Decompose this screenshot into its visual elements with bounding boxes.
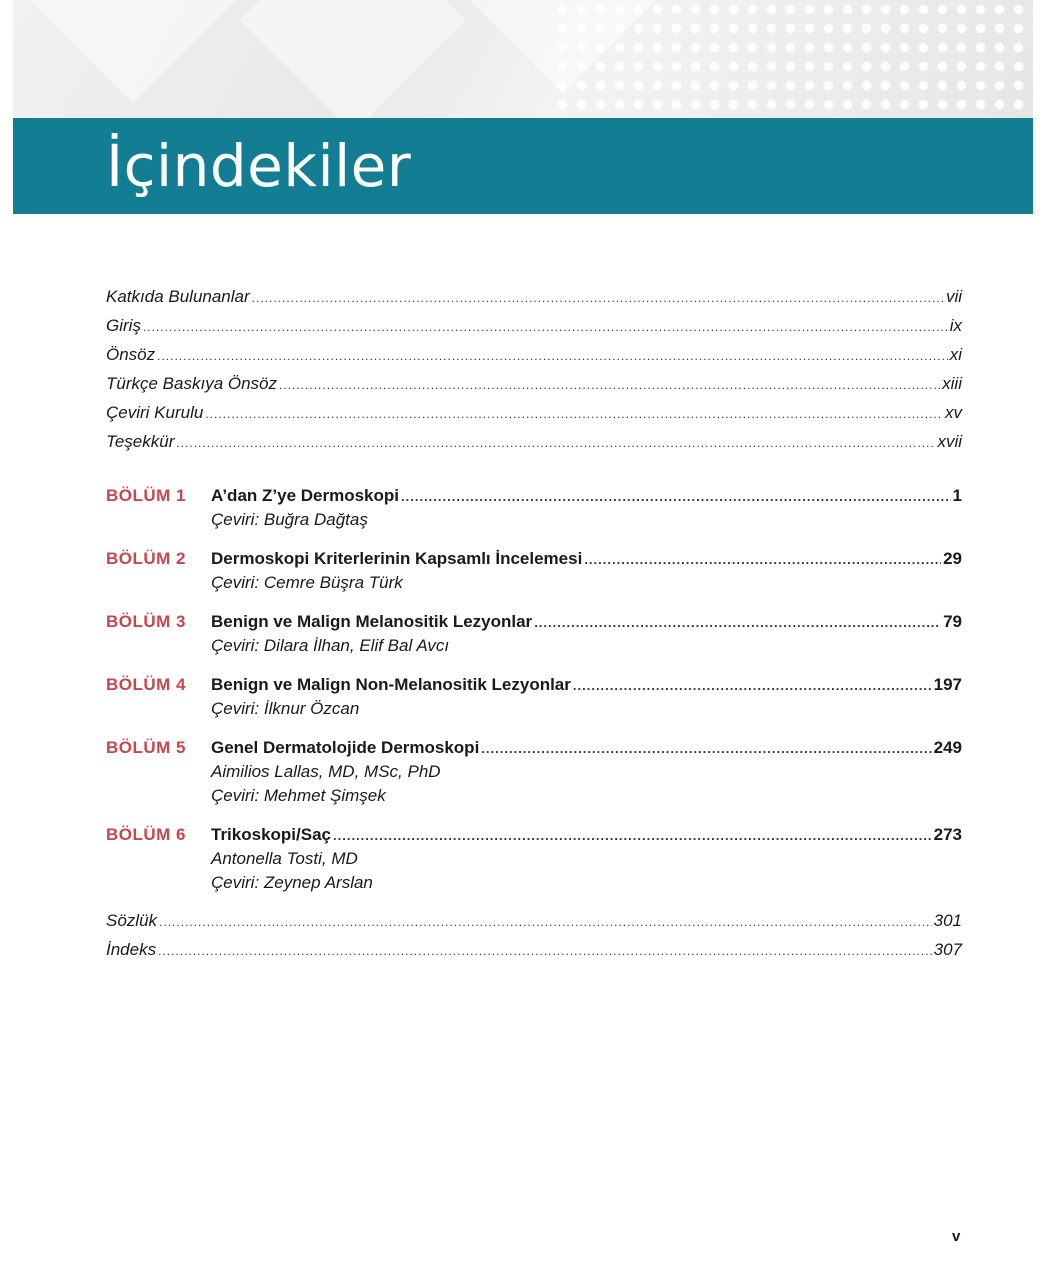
chapter-translator: Çeviri: Dilara İlhan, Elif Bal Avcı (211, 636, 450, 655)
chapter-title-row[interactable] (211, 675, 962, 701)
toc-entry[interactable] (106, 432, 962, 458)
chapter-number: BÖLÜM 6 (106, 825, 186, 844)
chapter-title: Trikoskopi/Saç (211, 825, 331, 844)
page-number: v (952, 1228, 961, 1245)
dot-leader (333, 828, 932, 843)
chapter-title: Benign ve Malign Non-Melanositik Lezyonlar (211, 675, 571, 694)
dot-leader (481, 741, 931, 756)
toc-entry-page: xv (945, 403, 962, 422)
pattern-diamond (240, 0, 466, 118)
chapter-translator: Çeviri: Zeynep Arslan (211, 873, 373, 892)
chapter-page: 197 (933, 675, 962, 694)
toc-entry-label: Teşekkür (106, 432, 175, 451)
toc-entry-page: xvii (937, 432, 962, 451)
pattern-diamond (20, 0, 246, 103)
toc-entry-page: 301 (933, 911, 962, 930)
chapter-author: Aimilios Lallas, MD, MSc, PhD (211, 762, 441, 781)
chapter-title: A’dan Z’ye Dermoskopi (211, 486, 399, 505)
chapter-page: 79 (943, 612, 962, 631)
dot-leader (159, 915, 932, 929)
dot-leader (534, 615, 941, 630)
dot-leader (584, 552, 941, 567)
dot-leader (279, 378, 940, 392)
chapter-page: 29 (943, 549, 962, 568)
dot-leader (205, 407, 943, 421)
toc-entry-label: Sözlük (106, 911, 158, 930)
chapter-page: 273 (933, 825, 962, 844)
dot-leader (143, 320, 948, 334)
toc-entry-page: xiii (942, 374, 962, 393)
chapter-number: BÖLÜM 4 (106, 675, 186, 694)
chapter-number: BÖLÜM 5 (106, 738, 186, 757)
toc-entry-label: Önsöz (106, 345, 156, 364)
toc-entry-page: xi (949, 345, 962, 364)
chapter-page: 249 (933, 738, 962, 757)
chapter-translator: Çeviri: Mehmet Şimşek (211, 786, 386, 805)
toc-entry[interactable] (106, 940, 962, 966)
dot-leader (252, 291, 944, 305)
dot-leader (157, 349, 948, 363)
page-title: İçindekiler (106, 132, 412, 200)
toc-entry[interactable] (106, 345, 962, 371)
toc-entry[interactable] (106, 374, 962, 400)
toc-entry-page: ix (949, 316, 962, 335)
chapter-title-row[interactable] (211, 549, 962, 575)
toc-entry[interactable] (106, 287, 962, 313)
chapter-number: BÖLÜM 2 (106, 549, 186, 568)
dot-leader (176, 436, 935, 450)
toc-entry-page: vii (945, 287, 962, 306)
dot-leader (158, 944, 932, 958)
toc-entry-label: Türkçe Baskıya Önsöz (106, 374, 278, 393)
toc-entry[interactable] (106, 316, 962, 342)
title-banner (13, 118, 1033, 214)
chapter-author: Antonella Tosti, MD (211, 849, 358, 868)
toc-entry[interactable] (106, 403, 962, 429)
header-pattern (13, 0, 1033, 118)
chapter-translator: Çeviri: Buğra Dağtaş (211, 510, 368, 529)
chapter-number: BÖLÜM 3 (106, 612, 186, 631)
chapter-title-row[interactable] (211, 612, 962, 638)
dot-leader (401, 489, 951, 504)
chapter-title: Dermoskopi Kriterlerinin Kapsamlı İncelemesi (211, 549, 583, 568)
toc-entry-label: İndeks (106, 940, 157, 959)
chapter-translator: Çeviri: İlknur Özcan (211, 699, 360, 718)
chapter-page: 1 (952, 486, 962, 505)
toc-entry-page: 307 (933, 940, 962, 959)
toc-entry-label: Çeviri Kurulu (106, 403, 204, 422)
chapter-title: Benign ve Malign Melanositik Lezyonlar (211, 612, 533, 631)
chapter-number: BÖLÜM 1 (106, 486, 186, 505)
pattern-dots (553, 0, 1033, 118)
chapter-title-row[interactable] (211, 486, 962, 512)
chapter-title-row[interactable] (211, 738, 962, 764)
chapter-title-row[interactable] (211, 825, 962, 851)
toc-entry[interactable] (106, 911, 962, 937)
chapter-title: Genel Dermatolojide Dermoskopi (211, 738, 480, 757)
toc-entry-label: Giriş (106, 316, 141, 335)
toc-entry-label: Katkıda Bulunanlar (106, 287, 250, 306)
dot-leader (573, 678, 932, 693)
chapter-translator: Çeviri: Cemre Büşra Türk (211, 573, 403, 592)
